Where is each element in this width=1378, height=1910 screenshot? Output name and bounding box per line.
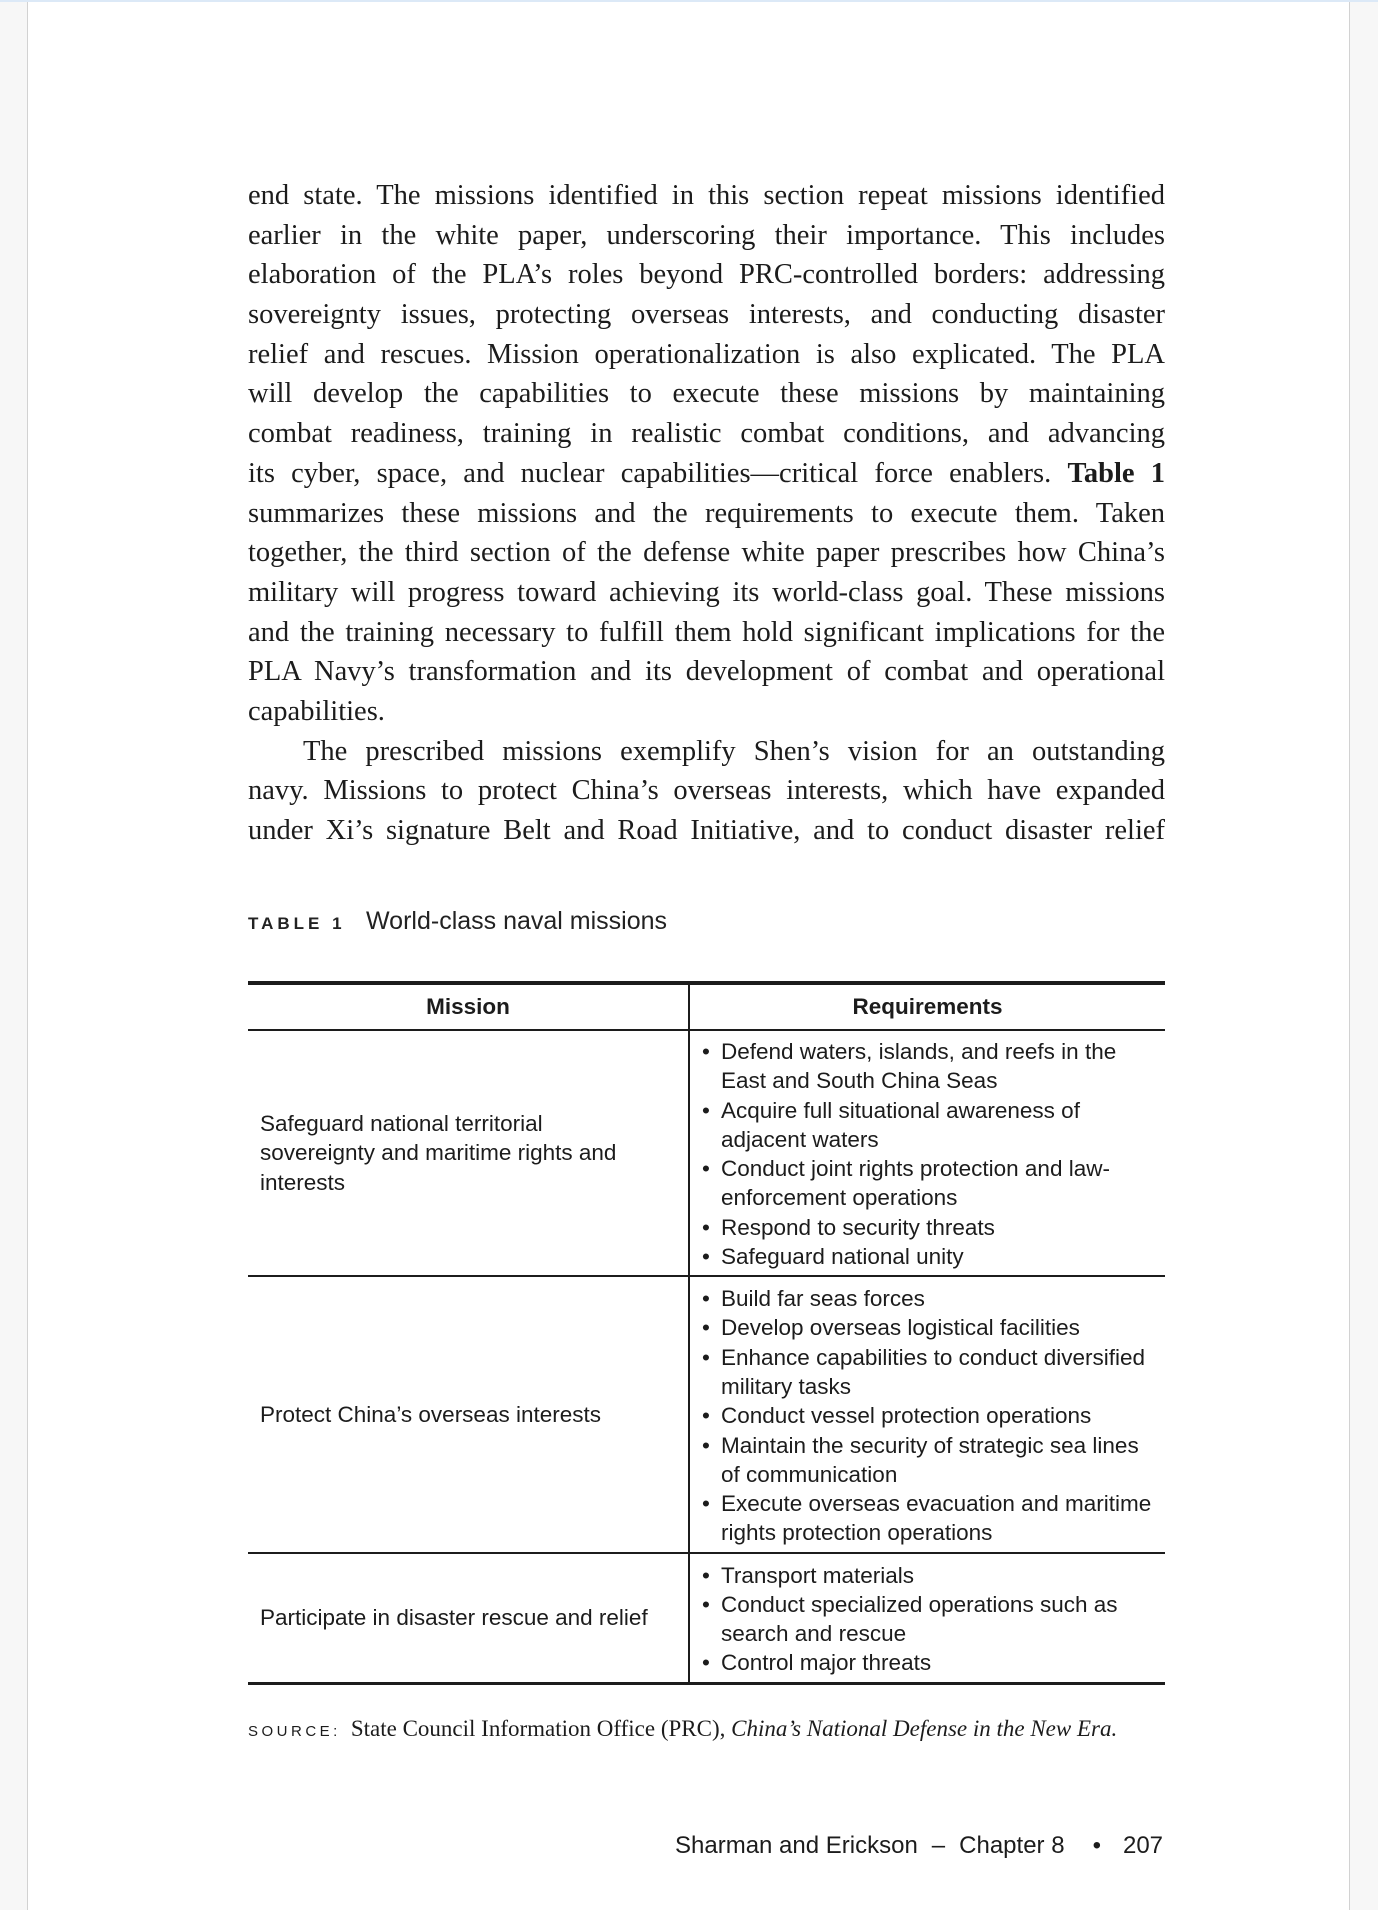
- requirements-cell: [689, 1030, 1165, 1276]
- table-row: [248, 1276, 1165, 1553]
- page-footer: [675, 1832, 1163, 1860]
- bullet-icon: •: [702, 1491, 710, 1517]
- text-line: under Xi’s signature Belt and Road Initiative, and to conduct disaster relief: [248, 815, 1165, 846]
- source-title: China’s National Defense in the New Era.: [731, 1716, 1118, 1741]
- text-line: summarizes these missions and the requirements to execute them. Taken: [248, 497, 1165, 529]
- requirement-item: • Conduct specialized operations such as search and rescue: [702, 1591, 1118, 1647]
- footer-chapter: Chapter 8: [959, 1832, 1065, 1859]
- mission-line: Participate in disaster rescue and relief: [260, 1605, 648, 1631]
- mission-cell: [248, 1553, 689, 1683]
- requirement-item: • Execute overseas evacuation and maritime rights protection operations: [702, 1491, 1152, 1546]
- table-header-row: [248, 983, 1165, 1030]
- text-line: military will progress toward achieving its world-class goal. These missions: [248, 576, 1165, 608]
- requirement-item: • Conduct vessel protection operations: [702, 1401, 1157, 1430]
- requirement-item: • Enhance capabilities to conduct diversified military tasks: [702, 1344, 1146, 1399]
- requirements-list: [702, 1037, 1157, 1271]
- text-line: PLA Navy’s transformation and its development of combat and operational: [248, 656, 1165, 688]
- text-line: will develop the capabilities to execute these missions by maintaining: [248, 378, 1165, 410]
- text-line: end state. The missions identified in this section repeat missions identified: [248, 180, 1165, 211]
- bullet-icon: •: [702, 1039, 710, 1064]
- bullet-icon: •: [702, 1286, 710, 1312]
- bullet-icon: •: [702, 1650, 710, 1676]
- bullet-icon: •: [702, 1315, 710, 1341]
- bullet-icon: •: [702, 1562, 710, 1588]
- body-text: [248, 176, 1165, 851]
- footer-dot-icon: •: [1092, 1832, 1101, 1859]
- footer-authors: Sharman and Erickson: [675, 1832, 918, 1859]
- mission-cell: [248, 1276, 689, 1553]
- text-line: elaboration of the PLA’s roles beyond PRC-controlled borders: addressing: [248, 259, 1165, 291]
- table-title: World-class naval missions: [366, 907, 668, 935]
- requirements-cell: [689, 1553, 1165, 1683]
- table-caption: [248, 907, 667, 936]
- requirement-item: • Maintain the security of strategic sea lines of communication: [702, 1432, 1139, 1487]
- text-segment: its cyber, space, and nuclear capabilities—critical force enablers.: [248, 457, 1052, 489]
- requirement-item: • Build far seas forces: [702, 1284, 1157, 1313]
- column-header-mission: Mission: [248, 983, 689, 1030]
- table-label: TABLE 1: [248, 914, 346, 933]
- table-row: [248, 1030, 1165, 1276]
- mission-line: Safeguard national territorial: [260, 1110, 543, 1136]
- bullet-icon: •: [702, 1591, 710, 1617]
- text-line: The prescribed missions exemplify Shen’s vision for an outstanding: [303, 735, 1165, 767]
- mission-cell: [248, 1030, 689, 1276]
- bullet-icon: •: [702, 1432, 710, 1458]
- page-number: 207: [1122, 1832, 1164, 1859]
- requirements-list: [702, 1561, 1157, 1678]
- requirement-item: • Transport materials: [702, 1561, 1157, 1590]
- text-line-with-table-ref: [248, 454, 1165, 494]
- bullet-icon: •: [702, 1344, 710, 1370]
- missions-table: [248, 981, 1165, 1685]
- table-reference: Table 1: [1067, 457, 1166, 489]
- column-header-requirements: Requirements: [689, 983, 1165, 1030]
- source-text: State Council Information Office (PRC),: [350, 1716, 732, 1741]
- mission-line: sovereignty and maritime rights and: [260, 1140, 617, 1166]
- mission-line: Protect China’s overseas interests: [260, 1402, 601, 1428]
- bullet-icon: •: [702, 1156, 710, 1182]
- requirements-list: [702, 1284, 1157, 1548]
- requirement-item: • Develop overseas logistical facilities: [702, 1313, 1157, 1342]
- text-line: capabilities.: [248, 695, 385, 727]
- text-line: combat readiness, training in realistic combat conditions, and advancing: [248, 418, 1165, 450]
- bullet-icon: •: [702, 1244, 710, 1270]
- text-line: together, the third section of the defense white paper prescribes how China’s: [248, 537, 1165, 569]
- text-line: and the training necessary to fulfill them hold significant implications for the: [248, 616, 1165, 648]
- text-line: sovereignty issues, protecting overseas interests, and conducting disaster: [248, 299, 1165, 331]
- requirement-item: • Safeguard national unity: [702, 1242, 1157, 1271]
- requirement-item: • Defend waters, islands, and reefs in the East and South China Seas: [702, 1039, 1117, 1094]
- bullet-icon: •: [702, 1403, 710, 1429]
- requirement-item: • Acquire full situational awareness of adjacent waters: [702, 1097, 1080, 1152]
- table-row: [248, 1553, 1165, 1683]
- text-line: relief and rescues. Mission operationalization is also explicated. The PLA: [248, 338, 1165, 370]
- requirement-item: • Respond to security threats: [702, 1213, 1157, 1242]
- text-line: navy. Missions to protect China’s overseas interests, which have expanded: [248, 775, 1165, 807]
- source-label: SOURCE:: [248, 1723, 341, 1740]
- mission-line: interests: [260, 1169, 346, 1195]
- requirement-item: • Control major threats: [702, 1648, 1157, 1677]
- table-source-note: [248, 1716, 1117, 1742]
- bullet-icon: •: [702, 1214, 710, 1240]
- bullet-icon: •: [702, 1097, 710, 1123]
- text-line: earlier in the white paper, underscoring their importance. This includes: [248, 219, 1165, 251]
- footer-separator: –: [931, 1832, 946, 1859]
- requirement-item: • Conduct joint rights protection and law-enforcement operations: [702, 1156, 1110, 1211]
- requirements-cell: [689, 1276, 1165, 1553]
